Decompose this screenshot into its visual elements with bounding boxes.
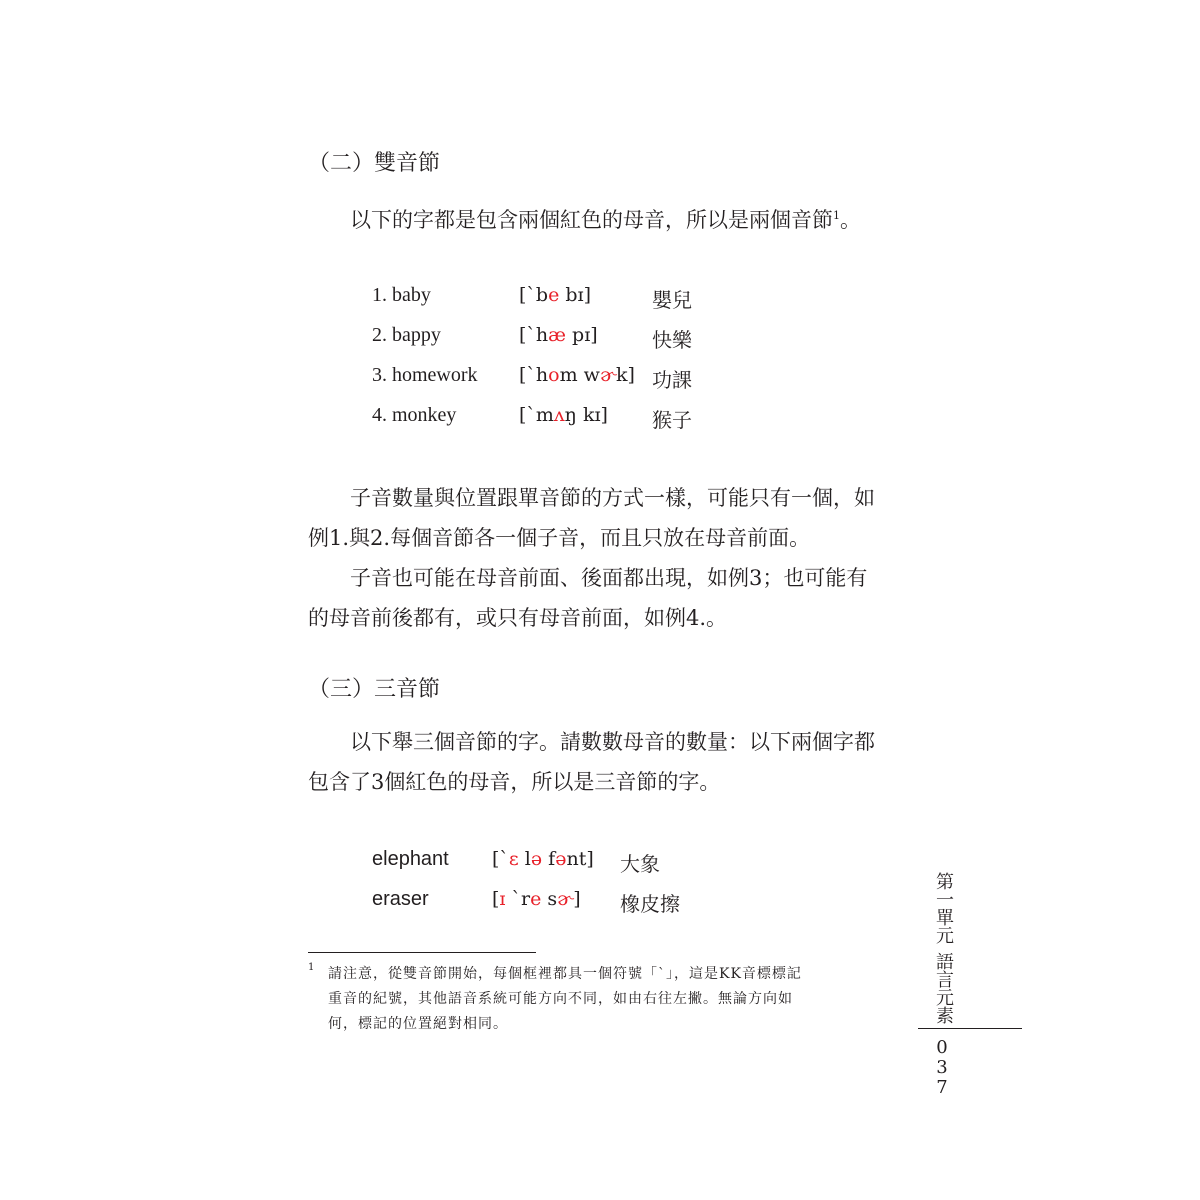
ipa: [ɪ `re sɚ]	[492, 888, 581, 910]
word: 2. bappy	[372, 324, 441, 346]
translation: 大象	[620, 852, 660, 876]
ipa: [`be bɪ]	[519, 284, 592, 306]
page-number-digit: 3	[936, 1057, 948, 1078]
translation: 嬰兒	[652, 288, 692, 312]
word: 1. baby	[372, 284, 431, 306]
side-divider	[918, 1028, 1022, 1029]
footnote-line: 何，標記的位置絕對相同。	[328, 1016, 508, 1032]
translation: 功課	[652, 368, 692, 392]
footnote-ref: 1	[833, 209, 840, 222]
ipa: [`mʌŋ kɪ]	[519, 404, 608, 426]
page-number-digit: 0	[936, 1037, 948, 1058]
paragraph-line: 子音也可能在母音前面、後面都出現，如例3；也可能有	[350, 566, 868, 590]
translation: 快樂	[652, 328, 692, 352]
footnote-mark: 1	[308, 962, 315, 973]
footnote-divider	[308, 952, 536, 953]
translation: 橡皮擦	[620, 892, 680, 916]
paragraph-1	[350, 478, 875, 518]
paragraph-1-cont	[308, 518, 810, 558]
unit-title: 語言元素	[933, 952, 954, 1024]
translation: 猴子	[652, 408, 692, 432]
unit-label: 第一單元	[933, 872, 954, 944]
section3-intro-cont	[308, 762, 720, 802]
paragraph-line: 以下舉三個音節的字。請數數母音的數量：以下兩個字都	[350, 730, 875, 754]
footnote-line: 重音的紀號，其他語音系統可能方向不同，如由右往左撇。無論方向如	[328, 991, 793, 1007]
section3-intro	[350, 722, 875, 762]
paragraph-line: 子音數量與位置跟單音節的方式一樣，可能只有一個，如	[350, 486, 875, 510]
word: 3. homework	[372, 364, 478, 386]
paragraph-2-cont	[308, 598, 727, 638]
section-heading-trisyllable: （三）三音節	[308, 677, 441, 702]
paragraph-2	[350, 558, 867, 598]
ipa: [`ɛ lə fənt]	[492, 848, 594, 870]
section-heading-disyllable: （二）雙音節	[308, 151, 441, 176]
paragraph-line: 的母音前後都有，或只有母音前面，如例4.。	[308, 606, 728, 630]
ipa: [`hæ pɪ]	[519, 324, 598, 346]
word: elephant	[372, 848, 449, 870]
word: eraser	[372, 888, 429, 910]
paragraph-line: 包含了3個紅色的母音，所以是三音節的字。	[308, 770, 721, 794]
intro-text: 以下的字都是包含兩個紅色的母音，所以是兩個音節	[350, 208, 833, 232]
page-number-digit: 7	[936, 1077, 948, 1098]
paragraph-line: 例1.與2.每個音節各一個子音，而且只放在母音前面。	[308, 526, 811, 550]
section-intro	[350, 196, 861, 240]
word: 4. monkey	[372, 404, 457, 426]
intro-end: 。	[840, 208, 861, 232]
footnote-line: 請注意，從雙音節開始，每個框裡都具一個符號「`」，這是KK音標標記	[328, 966, 802, 982]
ipa: [`hom wɚk]	[519, 364, 635, 386]
